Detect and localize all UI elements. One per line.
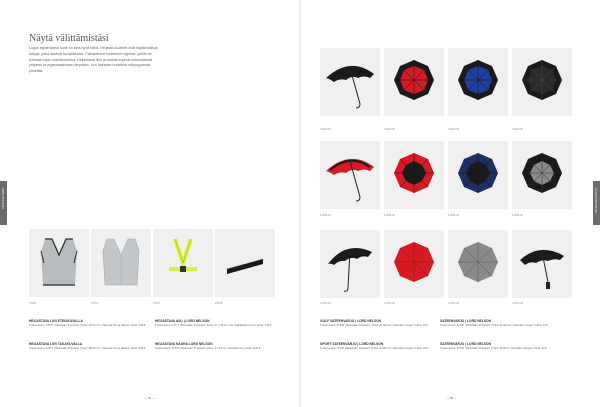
- section-tab-left: HEIJASTIMET: [0, 181, 7, 225]
- product-code: 47106-03: [448, 128, 459, 131]
- product-name: SATEENVARJO | LORD NELSON: [440, 342, 491, 346]
- product-name: SPORT SATEENVARJO | LORD NELSON: [320, 342, 384, 346]
- product-image-umbrella-black-small: [512, 230, 572, 298]
- section-tab-right: SATEENVARJOT: [593, 181, 600, 225]
- product-spec: Tuotenumero: 47070 | Materiaali: Polyesteri | Koko: 40x70 cm | Painoala: Etu ja takana | Hinta: 4,95 €: [29, 324, 146, 327]
- product-image-umbrella-black-top: [512, 48, 572, 116]
- page-number: — 85 —: [446, 396, 458, 400]
- product-name: HEIJASTAVA ASU | LORD NELSON: [155, 319, 210, 323]
- product-image-umbrella-red-top-2: [384, 141, 444, 209]
- product-code: 47108-03: [448, 214, 459, 217]
- product-image-vest-grey: [91, 229, 151, 297]
- product-info: [440, 319, 565, 328]
- product-image-reflective-band: [215, 229, 275, 297]
- product-name: HEIJASTAVA NAUHA LORD NELSON: [155, 342, 213, 346]
- product-code: 47106-02: [384, 128, 395, 131]
- product-name: SATEENVARJO | LORD NELSON: [440, 319, 491, 323]
- product-code: 47108-04: [512, 214, 523, 217]
- product-spec: Tuotenumero: 47071 | Materiaali: Polyesteri | Koko: 40x70 cm | Painoala: Etu ja takana | Hinta: 4,95 €: [29, 347, 146, 350]
- product-info: [440, 342, 565, 351]
- product-info: [320, 319, 445, 328]
- product-image-vest-black-trim: [29, 229, 89, 297]
- product-image-umbrella-grey-open: [448, 230, 508, 298]
- page-title: Näytä välittämistäsi: [29, 33, 109, 44]
- product-image-umbrella-navy-top: [448, 141, 508, 209]
- product-spec: Tuotenumero: 47134 | Materiaali: Polyesteri | Koko: Ø 98 cm | Painoala: Kangas | Hinta: 16 €: [440, 347, 547, 350]
- product-code: 47077: [153, 302, 161, 305]
- product-code: 47130-02: [384, 302, 395, 305]
- intro-text: Logon täydentämä tuote on aina hyvä kiitos. Heijastin-tuotteet ovat käytännöllisiä lahjoja, jotka lisäävät turvallisuutta. Painatamme tuotteisiin logonne, jolloin ne toimivat myös markkinointina. Heijastavat liivit ja nauhat sopivat erinomaisesti yritysten ja organisaatioiden tarpeisiin, kun halutaan huolehtia näkyvyydestä pimeällä.: [29, 46, 158, 74]
- product-info: [320, 342, 445, 351]
- product-image-umbrella-blue-top: [448, 48, 508, 116]
- product-code: 47108-01: [320, 214, 331, 217]
- product-code: 47106-01: [320, 128, 331, 131]
- product-code: 47071: [91, 302, 99, 305]
- product-image-neon-harness: [153, 229, 213, 297]
- product-spec: Tuotenumero: 47375 | Materiaali: Polyesteri | Koko: 3 x 23 cm | Painoala: Etu | Hinta: 0,95 €: [155, 347, 261, 350]
- product-image-umbrella-red-open: [384, 230, 444, 298]
- product-image-umbrella-red-top: [384, 48, 444, 116]
- product-code: 47130-01: [320, 302, 331, 305]
- page-number: — 84 —: [144, 396, 156, 400]
- product-info: [155, 342, 280, 351]
- product-info: [29, 319, 154, 328]
- product-spec: Tuotenumero: 47106 | Materiaali: Polyesteri | Koko: Ø 130 cm | Painoala: Kangas | Hinta: 22 €: [320, 324, 428, 327]
- product-info: [155, 319, 280, 328]
- product-spec: Tuotenumero: 47077 | Materiaali: Polyesteri | Koko: 37 x 18 cm | Sis. Säädettävä hihna | Hinta: 7,95 €: [155, 324, 272, 327]
- product-code: 47134-03: [512, 302, 523, 305]
- product-image-umbrella-red-side: [320, 141, 380, 209]
- product-spec: Tuotenumero: 47130 | Materiaali: Polyesteri | Koko: Ø 102 cm | Painoala: Kangas | Hinta: 14 €: [440, 324, 548, 327]
- product-code: 47108-02: [384, 214, 395, 217]
- product-code: 47106-04: [512, 128, 523, 131]
- product-code: 47070: [29, 302, 37, 305]
- product-name: HEIJASTAVA LIIVI ETEISKUVALLA: [29, 319, 83, 323]
- product-name: HEIJASTAVA LIIVI TAKAKUVALLA: [29, 342, 83, 346]
- product-name: GOLF SATEENVARJO | LORD NELSON: [320, 319, 382, 323]
- product-info: [29, 342, 154, 351]
- product-image-umbrella-grey-top: [512, 141, 572, 209]
- product-image-umbrella-black-side: [320, 48, 380, 116]
- page-gutter: [299, 0, 301, 407]
- product-code: 47130-03: [448, 302, 459, 305]
- product-spec: Tuotenumero: 47108 | Materiaali: Polyesteri | Koko: Ø 130 cm | Painoala: Kangas | Hinta: 25 €: [320, 347, 428, 350]
- product-code: 47375: [215, 302, 223, 305]
- product-image-umbrella-black-tilted: [320, 230, 380, 298]
